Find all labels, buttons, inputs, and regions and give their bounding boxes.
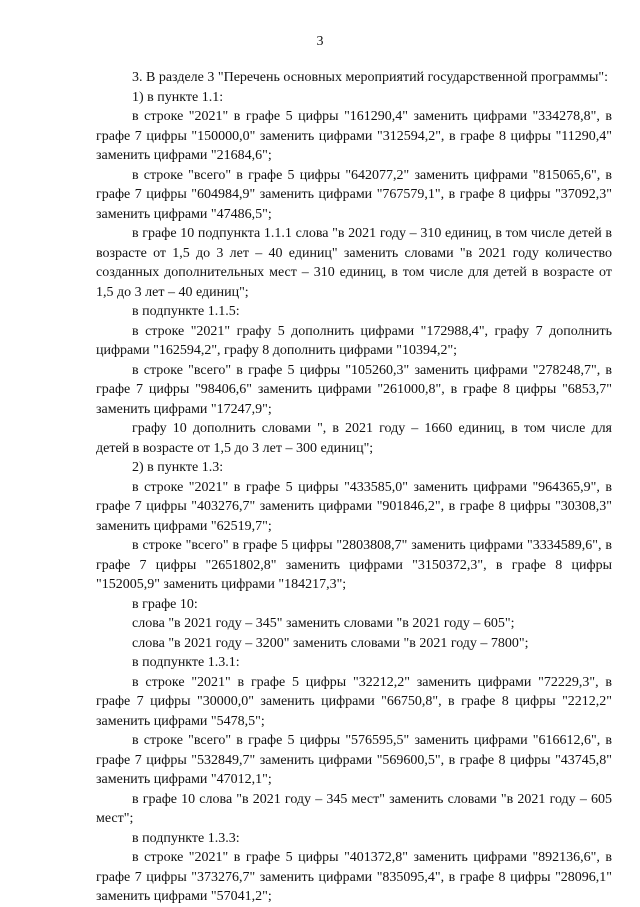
paragraph: в строке "всего" в графе 5 цифры "576595,5" заменить цифрами "616612,6", в графе 7 цифры "532849,7" заменить цифрами "569600,5", в графе 8 цифры "43745,8" заменить цифрами "47012,1"; <box>96 733 612 787</box>
paragraph: 1) в пункте 1.1: <box>132 89 224 105</box>
paragraph: графу 10 дополнить словами ", в 2021 году – 1660 единиц, в том числе для детей в возрасте от 1,5 до 3 лет – 300 единиц"; <box>96 421 612 456</box>
paragraph: в строке "2021" графу 5 дополнить цифрами "172988,4", графу 7 дополнить цифрами "162594,2", графу 8 дополнить цифрами "10394,2"; <box>96 323 612 358</box>
paragraph: в графе 10 подпункта 1.1.1 слова "в 2021 году – 310 единиц, в том числе детей в возрасте от 1,5 до 3 лет – 40 единиц" заменить словами "в 2021 году количество созданных дополнительных мест – 310 единиц, в том числе для детей в возрасте от 1,5 до 3 лет – 40 единиц"; <box>96 226 612 300</box>
paragraph: в строке "всего" в графе 5 цифры "2803808,7" заменить цифрами "3334589,6", в графе 7 цифры "2651802,8" заменить цифрами "3150372,3", в графе 8 цифры "152005,9" заменить цифрами "184217,3"; <box>96 538 612 592</box>
paragraph: в подпункте 1.1.5: <box>132 304 240 319</box>
paragraph: 3. В разделе 3 "Перечень основных мероприятий государственной программы": <box>132 70 609 85</box>
paragraph: в строке "всего" в графе 5 цифры "105260,3" заменить цифрами "278248,7", в графе 7 цифры "98406,6" заменить цифрами "261000,8", в графе 8 цифры "6853,7" заменить цифрами "17247,9"; <box>96 362 612 417</box>
paragraph: в строке "2021" в графе 5 цифры "161290,4" заменить цифрами "334278,8", в графе 7 цифры "150000,0" заменить цифрами "312594,2", в графе 8 цифры "11290,4" заменить цифрами "21684,6"; <box>96 109 612 163</box>
paragraph: слова "в 2021 году – 345" заменить словами "в 2021 году – 605"; <box>132 616 515 631</box>
paragraph: в подпункте 1.3.1: <box>132 655 240 670</box>
paragraph: в графе 10 слова "в 2021 году – 345 мест" заменить словами "в 2021 году – 605 мест"; <box>96 791 612 826</box>
paragraph: в строке "2021" в графе 5 цифры "32212,2" заменить цифрами "72229,3", в графе 7 цифры "30000,0" заменить цифрами "66750,8", в графе 8 цифры "2212,2" заменить цифрами "5478,5"; <box>96 674 612 729</box>
paragraph: в строке "2021" в графе 5 цифры "401372,8" заменить цифрами "892136,6", в графе 7 цифры "373276,7" заменить цифрами "835095,4", в графе 8 цифры "28096,1" заменить цифрами "57041,2"; <box>96 850 612 904</box>
paragraph: в графе 10: <box>132 596 198 612</box>
paragraph: в подпункте 1.3.3: <box>132 830 240 846</box>
page-number: 3 <box>316 34 324 49</box>
paragraph: в строке "всего" в графе 5 цифры "642077,2" заменить цифрами "815065,6", в графе 7 цифры "604984,9" заменить цифрами "767579,1", в графе 8 цифры "37092,3" заменить цифрами "47486,5"; <box>96 167 612 222</box>
document-body <box>96 68 612 907</box>
paragraph: 2) в пункте 1.3: <box>132 460 224 475</box>
paragraph: слова "в 2021 году – 3200" заменить словами "в 2021 году – 7800"; <box>132 635 529 651</box>
paragraph: в строке "2021" в графе 5 цифры "433585,0" заменить цифрами "964365,9", в графе 7 цифры "403276,7" заменить цифрами "901846,2", в графе 8 цифры "30308,3" заменить цифрами "62519,7"; <box>96 479 612 534</box>
